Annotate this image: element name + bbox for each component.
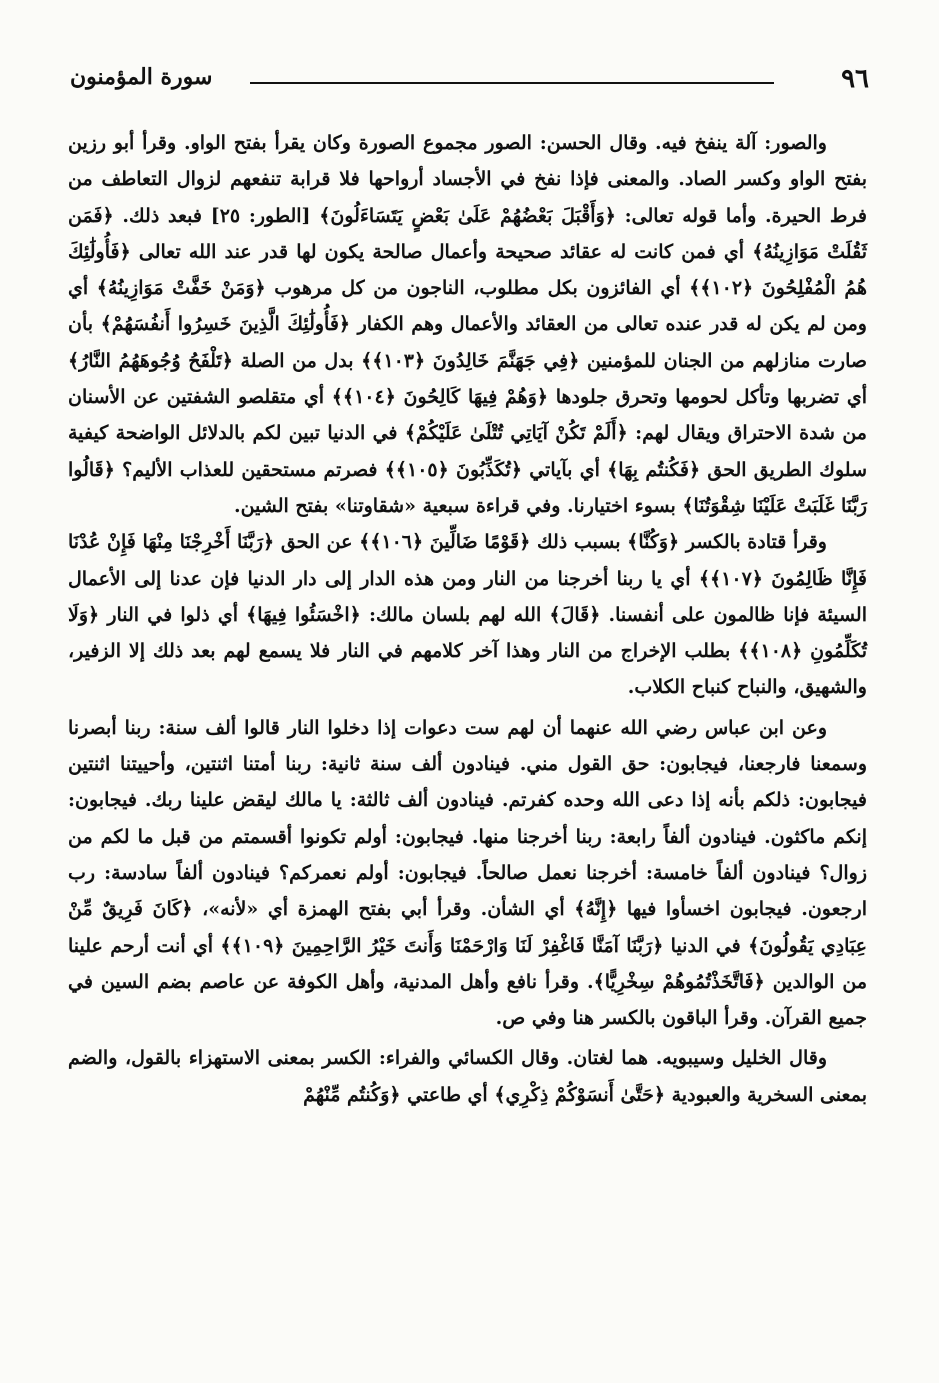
page-header bbox=[70, 60, 869, 100]
surah-title: سورة المؤمنون bbox=[70, 64, 213, 90]
paragraph: وعن ابن عباس رضي الله عنهما أن لهم ست دعوات إذا دخلوا النار قالوا ألف سنة: ربنا أبصرنا وسمعنا فارجعنا، فيجابون: حق القول مني. فينادون ألف سنة ثانية: ربنا أمتنا اثنتين، وأحييتنا اثنتين فيجابون: ذلكم بأنه إذا دعى الله وحده كفرتم. فينادون ألف ثالثة: يا مالك ليقض علينا ربك. فيجابون: إنكم ماكثون. فينادون ألفاً رابعة: ربنا أخرجنا منها. فيجابون: أولم تكونوا أقسمتم من قبل ما لكم من زوال؟ فينادون ألفاً خامسة: أخرجنا نعمل صالحاً. فيجابون: أولم نعمركم؟ فينادون ألفاً سادسة: رب ارجعون. فيجابون اخسأوا فيها ﴿إِنَّهُ﴾ أي الشأن. وقرأ أبي بفتح الهمزة أي «لأنه»، ﴿كَانَ فَرِيقٌ مِّنْ عِبَادِي يَقُولُونَ﴾ في الدنيا ﴿رَبَّنَا آمَنَّا فَاغْفِرْ لَنَا وَارْحَمْنَا وَأَنتَ خَيْرُ الرَّاحِمِينَ ﴿١٠٩﴾﴾ أي أنت أرحم علينا من الوالدين ﴿فَاتَّخَذْتُمُوهُمْ سِخْرِيًّا﴾. وقرأ نافع وأهل المدنية، وأهل الكوفة عن عاصم بضم السين في جميع القرآن. وقرأ الباقون بالكسر هنا وفي ص. bbox=[68, 716, 868, 1030]
body-text bbox=[68, 125, 867, 1355]
paragraph: وقال الخليل وسيبويه. هما لغتان. وقال الكسائي والفراء: الكسر بمعنى الاستهزاء بالقول، والضم بمعنى السخرية والعبودية ﴿حَتَّىٰ أَنسَوْكُمْ ذِكْرِي﴾ أي طاعتي ﴿وَكُنتُم مِّنْهُمْ bbox=[68, 1047, 867, 1106]
page-number: ٩٦ bbox=[841, 64, 869, 94]
header-rule bbox=[250, 82, 774, 84]
paragraph: وقرأ قتادة بالكسر ﴿وَكُنَّا﴾ بسبب ذلك ﴿قَوْمًا ضَالِّينَ ﴿١٠٦﴾﴾ عن الحق ﴿رَبَّنَا أَخْرِجْنَا مِنْهَا فَإِنْ عُدْنَا فَإِنَّا ظَالِمُونَ ﴿١٠٧﴾﴾ أي يا ربنا أخرجنا من النار ومن هذه الدار إلى دار الدنيا فإن عدنا إلى الأعمال السيئة فإنا ظالمون على أنفسنا. ﴿قَالَ﴾ الله لهم بلسان مالك: ﴿اخْسَئُوا فِيهَا﴾ أي ذلوا في النار ﴿وَلَا تُكَلِّمُونِ ﴿١٠٨﴾﴾ بطلب الإخراج من النار وهذا آخر كلامهم في النار فلا يسمع لهم بعد ذلك إلا الزفير، والشهيق، والنباح كنباح الكلاب. bbox=[68, 531, 867, 699]
paragraph: والصور: آلة ينفخ فيه. وقال الحسن: الصور مجموع الصورة وكان يقرأ بفتح الواو. وقرأ أبو رزين بفتح الواو وكسر الصاد. والمعنى فإذا نفخ في الأجساد أرواحها فلا قرابة تنفعهم لزوال التعاطف من فرط الحيرة. وأما قوله تعالى: ﴿وَأَقْبَلَ بَعْضُهُمْ عَلَىٰ بَعْضٍ يَتَسَاءَلُونَ﴾ [الطور: ٢٥] فبعد ذلك. ﴿فَمَن ثَقُلَتْ مَوَازِينُهُ﴾ أي فمن كانت له عقائد صحيحة وأعمال صالحة يكون لها قدر عند الله تعالى ﴿فَأُولَٰئِكَ هُمُ الْمُفْلِحُونَ ﴿١٠٢﴾﴾ أي الفائزون بكل مطلوب، الناجون من كل مرهوب ﴿وَمَنْ خَفَّتْ مَوَازِينُهُ﴾ أي ومن لم يكن له قدر عنده تعالى من العقائد والأعمال وهم الكفار ﴿فَأُولَٰئِكَ الَّذِينَ خَسِرُوا أَنفُسَهُمْ﴾ بأن صارت منازلهم من الجنان للمؤمنين ﴿فِي جَهَنَّمَ خَالِدُونَ ﴿١٠٣﴾﴾ بدل من الصلة ﴿تَلْفَحُ وُجُوهَهُمُ النَّارُ﴾ أي تضربها وتأكل لحومها وتحرق جلودها ﴿وَهُمْ فِيهَا كَالِحُونَ ﴿١٠٤﴾﴾ أي متقلصو الشفتين عن الأسنان من شدة الاحتراق ويقال لهم: ﴿أَلَمْ تَكُنْ آيَاتِي تُتْلَىٰ عَلَيْكُمْ﴾ في الدنيا تبين لكم بالدلائل الواضحة كيفية سلوك الطريق الحق ﴿فَكُنتُم بِهَا﴾ أي بآياتي ﴿تُكَذِّبُونَ ﴿١٠٥﴾﴾ فصرتم مستحقين للعذاب الأليم؟ ﴿قَالُوا رَبَّنَا غَلَبَتْ عَلَيْنَا شِقْوَتُنَا﴾ بسوء اختيارنا. وفي قراءة سبعية «شقاوتنا» بفتح الشين. bbox=[68, 132, 867, 517]
